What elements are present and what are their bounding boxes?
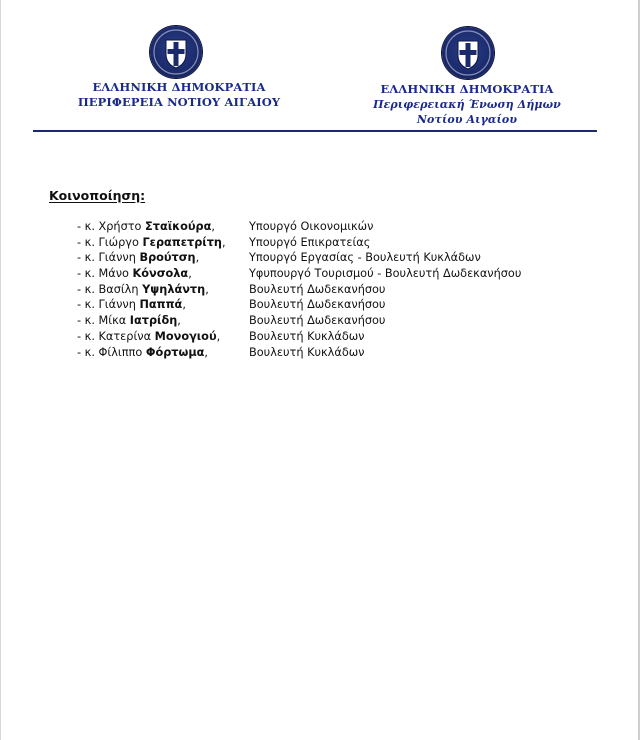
recipient-name: - κ. Βασίλη Υψηλάντη,: [77, 282, 209, 296]
recipient-row: [77, 235, 597, 251]
recipient-surname: Ιατρίδη: [129, 314, 178, 328]
recipient-surname: Παππά: [139, 298, 183, 312]
recipient-name: - κ. Φίλιππο Φόρτωμα,: [77, 345, 208, 359]
recipient-row: [77, 250, 597, 266]
header-right-line3: Νοτίου Αιγαίου: [416, 113, 518, 126]
recipient-name: - κ. Μάνο Κόνσολα,: [77, 267, 192, 281]
recipient-name: - κ. Χρήστο Σταϊκούρα,: [77, 220, 215, 233]
header-right-line2: Περιφερειακή Ένωση Δήμων: [373, 98, 561, 111]
recipient-role: Υπουργό Εργασίας - Βουλευτή Κυκλάδων: [249, 251, 481, 265]
recipient-row: [77, 345, 597, 361]
greek-coat-of-arms-icon: [442, 27, 494, 79]
recipient-surname: Γεραπετρίτη: [142, 235, 222, 249]
recipient-list: [77, 219, 597, 360]
recipient-surname: Κόνσολα: [132, 267, 189, 281]
recipient-row: [77, 329, 597, 345]
recipient-role: Υπουργό Οικονομικών: [249, 220, 374, 233]
header-left: [61, 80, 297, 110]
recipient-row: [77, 313, 597, 329]
header-right: [361, 82, 573, 127]
recipient-role: Βουλευτή Κυκλάδων: [249, 345, 365, 359]
recipient-surname: Φόρτωμα: [145, 345, 205, 359]
recipient-surname: Σταϊκούρα: [145, 220, 212, 233]
header-left-line2: ΠΕΡΙΦΕΡΕΙΑ ΝΟΤΙΟΥ ΑΙΓΑΙΟΥ: [77, 95, 281, 109]
recipient-name: - κ. Γιώργο Γεραπετρίτη,: [77, 235, 226, 249]
recipient-role: Βουλευτή Δωδεκανήσου: [249, 314, 386, 328]
recipient-name: - κ. Μίκα Ιατρίδη,: [77, 314, 181, 328]
greek-coat-of-arms-icon: [150, 26, 202, 78]
header-right-line1: ΕΛΛΗΝΙΚΗ ΔΗΜΟΚΡΑΤΙΑ: [380, 82, 554, 96]
recipient-role: Βουλευτή Δωδεκανήσου: [249, 282, 386, 296]
recipient-name: - κ. Γιάννη Παππά,: [77, 298, 186, 312]
notice-title: Κοινοποίηση:: [49, 188, 146, 203]
recipient-name: - κ. Κατερίνα Μονογιού,: [77, 329, 221, 343]
recipient-surname: Υψηλάντη: [142, 282, 206, 296]
header-left-line1: ΕΛΛΗΝΙΚΗ ΔΗΜΟΚΡΑΤΙΑ: [92, 80, 266, 94]
header-divider: [33, 130, 597, 132]
recipient-row: [77, 297, 597, 313]
recipient-role: Υφυπουργό Τουρισμού - Βουλευτή Δωδεκανήσου: [249, 267, 522, 281]
recipient-surname: Βρούτση: [139, 251, 196, 265]
recipient-name: - κ. Γιάννη Βρούτση,: [77, 251, 200, 265]
recipient-row: [77, 266, 597, 282]
recipient-surname: Μονογιού: [154, 329, 217, 343]
recipient-role: Υπουργό Επικρατείας: [249, 235, 371, 249]
recipient-role: Βουλευτή Δωδεκανήσου: [249, 298, 386, 312]
recipient-role: Βουλευτή Κυκλάδων: [249, 329, 365, 343]
recipient-row: [77, 219, 597, 235]
recipient-row: [77, 282, 597, 298]
